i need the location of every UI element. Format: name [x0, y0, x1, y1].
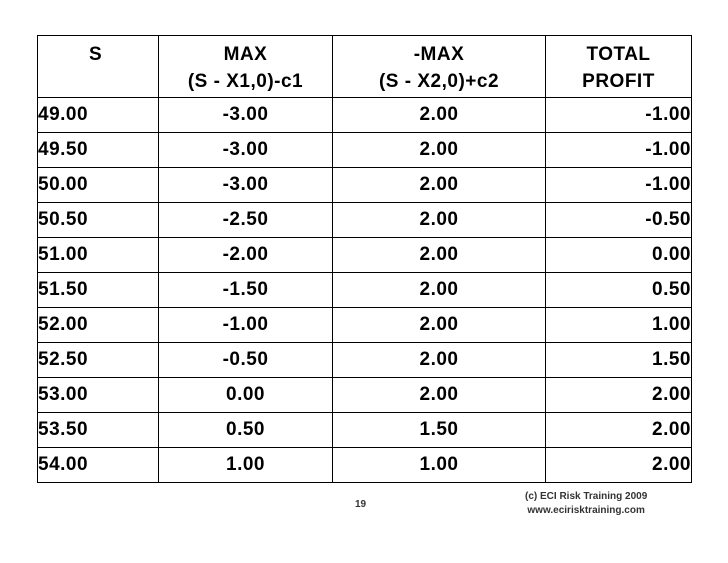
header-negmax-line2: (S - X2,0)+c2 — [378, 71, 500, 92]
table-row — [38, 168, 692, 203]
cell-max: -0.50 — [159, 343, 333, 378]
cell-max: 1.00 — [159, 448, 333, 483]
cell-s: 54.00 — [38, 448, 159, 483]
cell-total-profit: 2.00 — [546, 378, 692, 413]
cell-max: -3.00 — [159, 98, 333, 133]
cell-s: 51.50 — [38, 273, 159, 308]
cell-negmax: 2.00 — [333, 238, 546, 273]
cell-s: 50.00 — [38, 168, 159, 203]
cell-s: 51.00 — [38, 238, 159, 273]
header-total-line1: TOTAL — [586, 44, 651, 65]
cell-total-profit: 1.00 — [546, 308, 692, 343]
table-row — [38, 308, 692, 343]
cell-total-profit: 2.00 — [546, 413, 692, 448]
cell-total-profit: -1.00 — [546, 168, 692, 203]
copyright-line1: (c) ECI Risk Training 2009 — [525, 491, 648, 502]
cell-max: -3.00 — [159, 133, 333, 168]
page-number: 19 — [355, 499, 367, 510]
header-max-line2: (S - X1,0)-c1 — [187, 71, 304, 92]
cell-max: -1.50 — [159, 273, 333, 308]
cell-max: 0.50 — [159, 413, 333, 448]
cell-s: 53.00 — [38, 378, 159, 413]
cell-negmax: 2.00 — [333, 273, 546, 308]
cell-s: 53.50 — [38, 413, 159, 448]
header-negmax-line1: -MAX — [413, 44, 465, 65]
table-row — [38, 343, 692, 378]
cell-negmax: 1.50 — [333, 413, 546, 448]
header-max — [159, 36, 333, 98]
table-row — [38, 133, 692, 168]
cell-total-profit: 2.00 — [546, 448, 692, 483]
cell-total-profit: -1.00 — [546, 98, 692, 133]
cell-total-profit: -0.50 — [546, 203, 692, 238]
cell-negmax: 2.00 — [333, 308, 546, 343]
header-max-line1: MAX — [223, 44, 268, 65]
cell-negmax: 2.00 — [333, 168, 546, 203]
cell-s: 49.50 — [38, 133, 159, 168]
cell-max: -1.00 — [159, 308, 333, 343]
table-row — [38, 378, 692, 413]
copyright-notice — [525, 490, 647, 518]
header-total-profit — [546, 36, 692, 98]
cell-s: 52.50 — [38, 343, 159, 378]
table-row — [38, 203, 692, 238]
table-row — [38, 273, 692, 308]
header-row — [38, 36, 692, 98]
header-total-line2: PROFIT — [582, 71, 655, 92]
cell-max: -2.50 — [159, 203, 333, 238]
table-row — [38, 98, 692, 133]
cell-total-profit: -1.00 — [546, 133, 692, 168]
cell-negmax: 2.00 — [333, 203, 546, 238]
table-row — [38, 238, 692, 273]
cell-negmax: 2.00 — [333, 343, 546, 378]
table-row — [38, 448, 692, 483]
cell-total-profit: 0.00 — [546, 238, 692, 273]
cell-max: -3.00 — [159, 168, 333, 203]
cell-negmax: 2.00 — [333, 378, 546, 413]
cell-max: -2.00 — [159, 238, 333, 273]
copyright-url: www.ecirisktraining.com — [527, 505, 645, 516]
cell-negmax: 1.00 — [333, 448, 546, 483]
profit-table — [37, 35, 692, 483]
cell-negmax: 2.00 — [333, 133, 546, 168]
cell-max: 0.00 — [159, 378, 333, 413]
cell-s: 50.50 — [38, 203, 159, 238]
cell-negmax: 2.00 — [333, 98, 546, 133]
cell-s: 52.00 — [38, 308, 159, 343]
table-row — [38, 413, 692, 448]
cell-total-profit: 0.50 — [546, 273, 692, 308]
header-negmax — [333, 36, 546, 98]
cell-s: 49.00 — [38, 98, 159, 133]
cell-total-profit: 1.50 — [546, 343, 692, 378]
header-s: S — [38, 36, 159, 98]
